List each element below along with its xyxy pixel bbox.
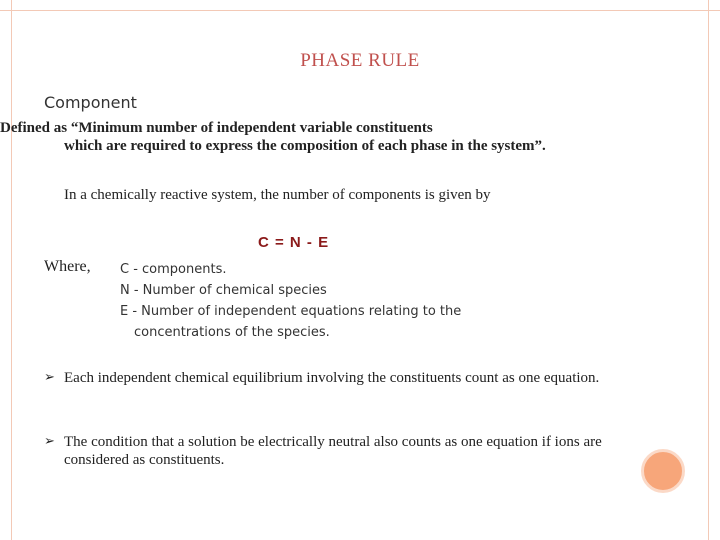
decorative-circle	[641, 449, 685, 493]
slide-left-border	[11, 0, 12, 540]
arrow-bullet-icon: ➢	[44, 434, 55, 449]
bullet-text: The condition that a solution be electrically neutral also counts as one equation if ions are considered as constituents.	[64, 434, 602, 468]
definition-line-1: Defined as “Minimum number of independent variable constituents	[0, 120, 433, 136]
bullet-text: Each independent chemical equilibrium involving the constituents count as one equation.	[64, 370, 600, 386]
definition-line-2: which are required to express the composition of each phase in the system”.	[64, 138, 546, 154]
where-label: Where,	[44, 258, 91, 275]
formula: C = N - E	[258, 234, 330, 251]
slide-right-border	[708, 0, 709, 540]
definition-item: N - Number of chemical species	[120, 283, 327, 298]
slide-title: PHASE RULE	[300, 50, 420, 71]
definition-item: C - components.	[120, 262, 227, 277]
arrow-bullet-icon: ➢	[44, 370, 55, 385]
section-heading: Component	[44, 93, 137, 112]
definition-list	[120, 259, 461, 343]
definition-item: E - Number of independent equations relating to the	[120, 304, 462, 319]
intro-text: In a chemically reactive system, the number of components is given by	[64, 187, 491, 203]
definition-item: concentrations of the species.	[134, 325, 330, 340]
slide-top-border	[0, 0, 720, 11]
